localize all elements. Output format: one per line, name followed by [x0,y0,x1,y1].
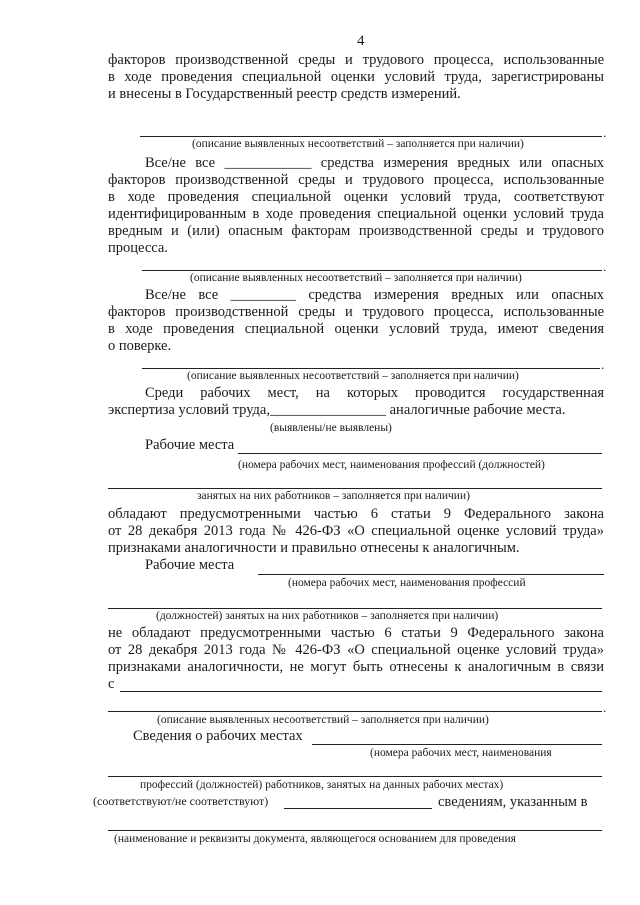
fill-line [258,574,604,575]
text-line: Среди рабочих мест, на которых проводится государственная [145,385,604,401]
text-line: процесса. [108,240,168,256]
text-line: сведениям, указанным в [438,794,588,810]
fill-line [284,808,432,809]
text-line: факторов производственной среды и трудового процесса, использованные [108,52,604,68]
text-line: факторов производственной среды и трудового процесса, использованные [108,304,604,320]
fill-line [142,368,600,369]
period: . [603,125,607,140]
text-line: от 28 декабря 2013 года № 426-ФЗ «О специальной оценке условий труда» [108,642,604,658]
caption: (наименование и реквизиты документа, являющегося основанием для проведения [114,833,516,845]
caption: занятых на них работников – заполняется при наличии) [197,490,470,502]
caption: (описание выявленных несоответствий – заполняется при наличии) [187,370,519,382]
caption: (номера рабочих мест, наименования профессий (должностей) [238,459,545,471]
text-line: и внесены в Государственный реестр средств измерений. [108,86,461,102]
fill-line [312,744,602,745]
fill-line [120,691,602,692]
text-line: Все/не все _________ средства измерения вредных или опасных [145,287,604,303]
fill-line [108,711,602,712]
period: . [603,259,607,274]
caption: (должностей) занятых на них работников – заполняется при наличии) [156,610,499,622]
text-line: обладают предусмотренными частью 6 статьи 9 Федерального закона [108,506,604,522]
text-line: идентифицированным в ходе проведения специальной оценки условий труда [108,206,604,222]
fill-line [140,136,602,137]
fill-line [108,488,602,489]
text-line: факторов производственной среды и трудового процесса, использованные [108,172,604,188]
fill-line [108,830,602,831]
caption: (выявлены/не выявлены) [270,422,392,434]
text-line: с [108,676,115,692]
field-label: Рабочие места [145,437,235,453]
text-line: от 28 декабря 2013 года № 426-ФЗ «О специальной оценке условий труда» [108,523,604,539]
caption: (соответствуют/не соответствуют) [93,794,269,808]
period: . [601,357,605,372]
text-line: вредным и (или) опасным факторам производственной среды и трудового [108,223,604,239]
field-label: Рабочие места [145,557,235,573]
fill-line [142,270,602,271]
caption: профессий (должностей) работников, занятых на данных рабочих местах) [140,779,504,791]
text-line: Все/не все ____________ средства измерения вредных или опасных [145,155,604,171]
text-line: не обладают предусмотренными частью 6 статьи 9 Федерального закона [108,625,604,641]
caption: (описание выявленных несоответствий – заполняется при наличии) [190,272,522,284]
period: . [603,700,607,715]
caption: (номера рабочих мест, наименования [370,747,552,759]
caption: (описание выявленных несоответствий – заполняется при наличии) [157,714,489,726]
caption: (описание выявленных несоответствий – заполняется при наличии) [192,138,524,150]
caption: (номера рабочих мест, наименования профессий [288,577,526,589]
text-line: в ходе проведения специальной оценки условий труда, соответствуют [108,189,604,205]
text-line: экспертиза условий труда,________________ аналогичные рабочие места. [108,402,566,418]
field-label: Сведения о рабочих местах [133,728,303,744]
page-number: 4 [357,33,365,49]
fill-line [108,776,602,777]
text-line: признаками аналогичности и правильно отнесены к аналогичным. [108,540,520,556]
text-line: в ходе проведения специальной оценки условий труда, зарегистрированы [108,69,604,85]
text-line: в ходе проведения специальной оценки условий труда, имеют сведения [108,321,604,337]
fill-line [108,608,602,609]
text-line: признаками аналогичности, не могут быть отнесены к аналогичным в связи [108,659,604,675]
fill-line [238,453,602,454]
text-line: о поверке. [108,338,172,354]
